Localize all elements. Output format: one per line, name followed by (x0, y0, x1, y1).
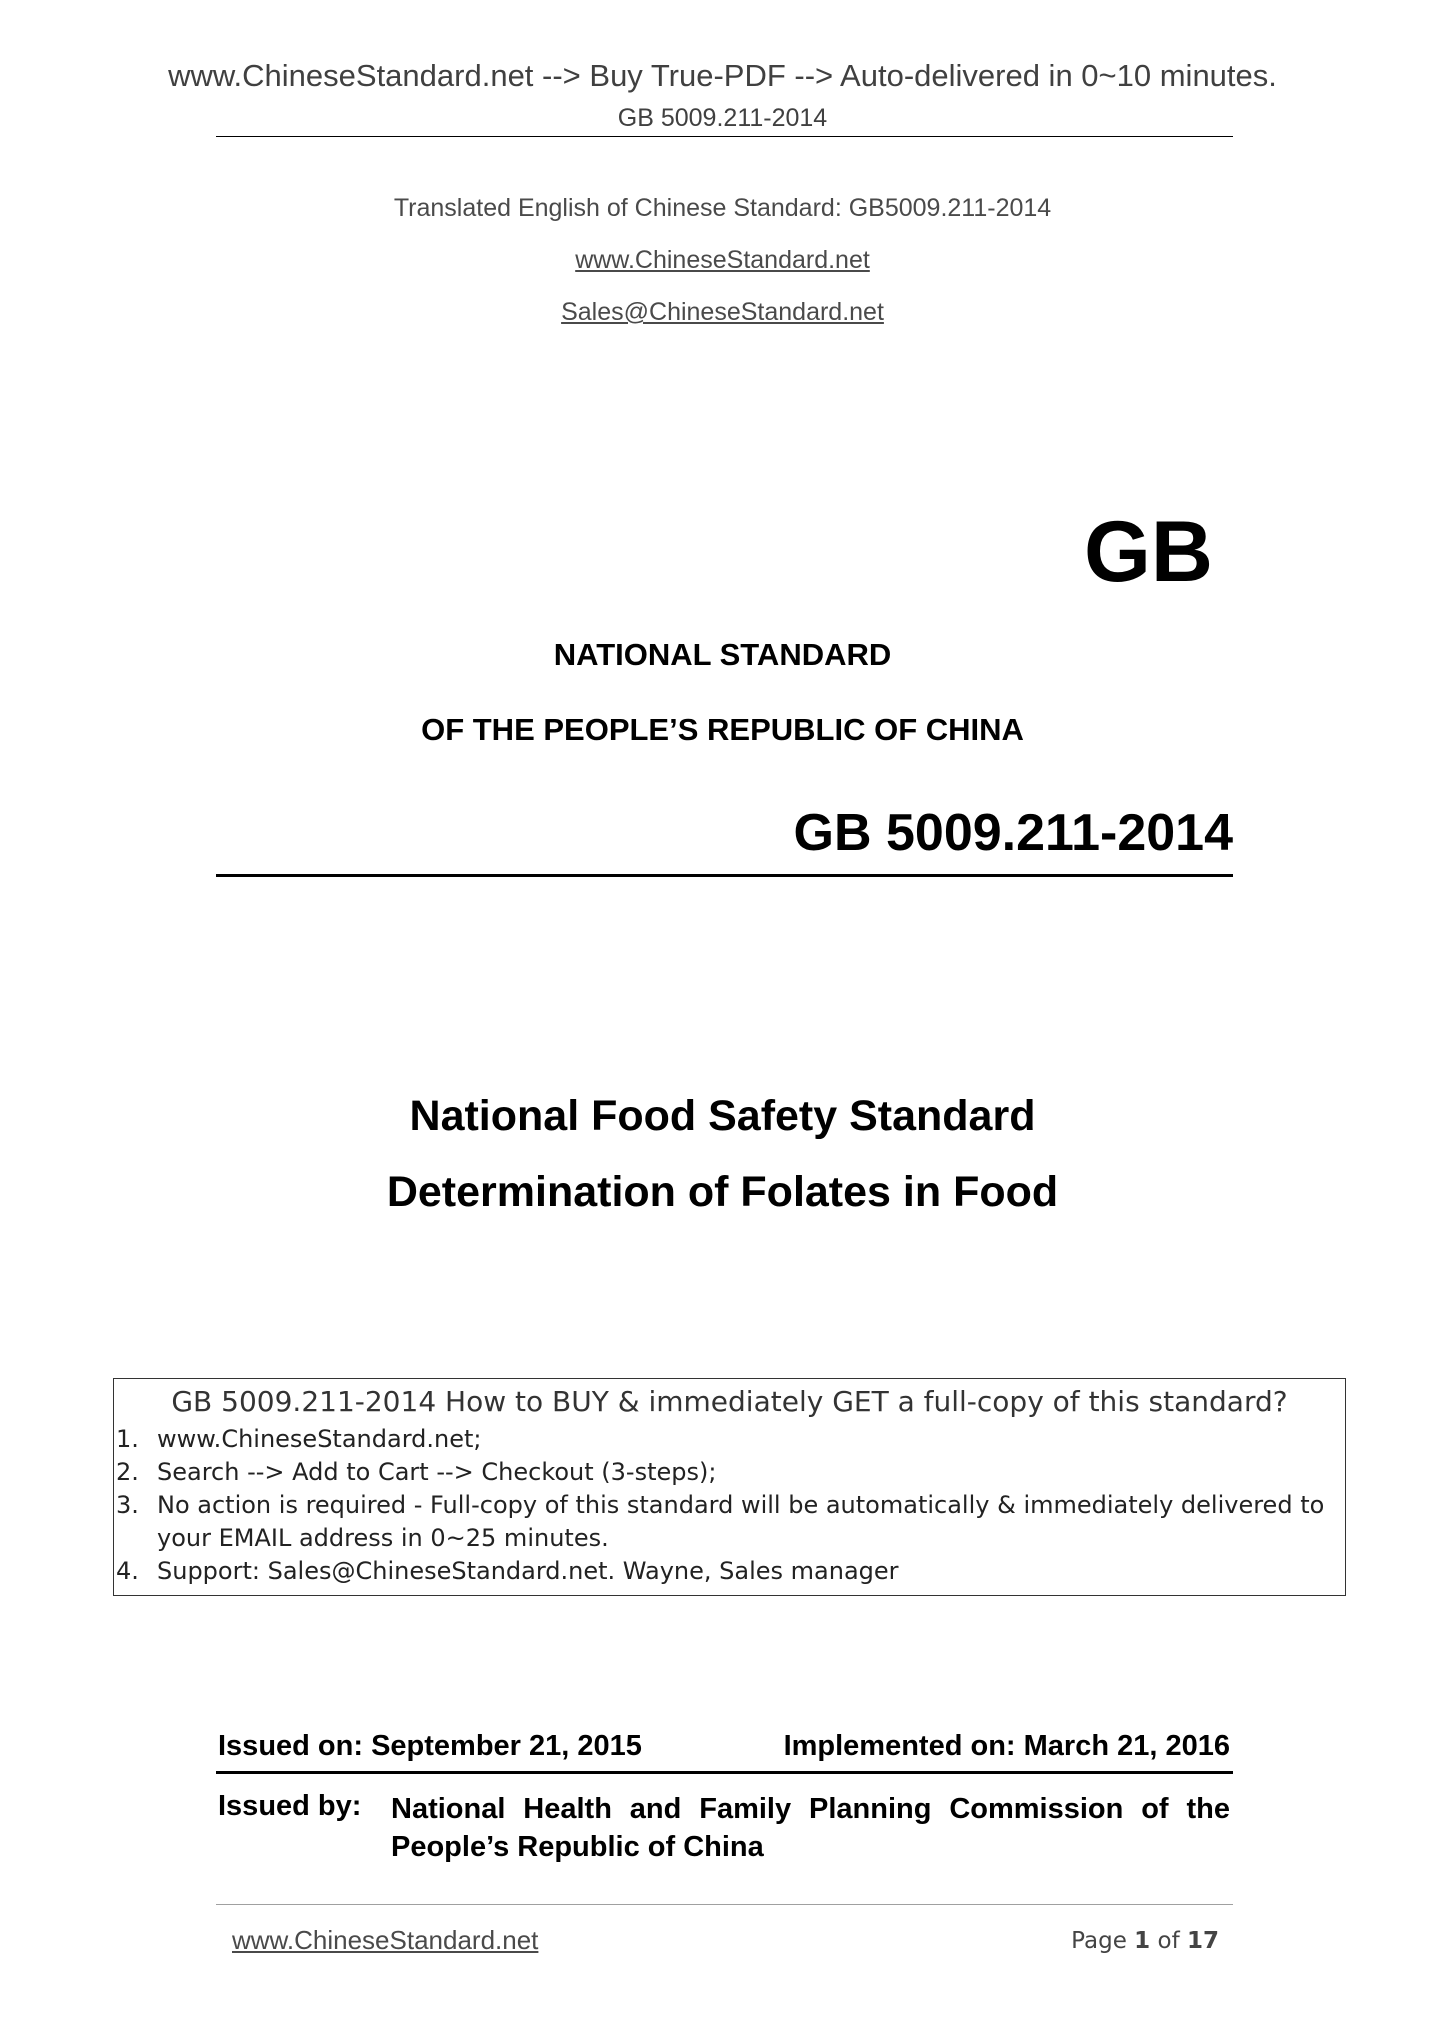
page-number (1071, 1928, 1219, 1954)
issued-on: Issued on: September 21, 2015 (218, 1730, 642, 1762)
standard-code-divider (216, 874, 1233, 877)
buy-step-number: 4. (116, 1557, 139, 1585)
issued-by-word: of (1141, 1793, 1169, 1825)
document-title-line2: Determination of Folates in Food (386, 1168, 1059, 1216)
email-link-row (0, 298, 1445, 327)
issue-dates-row (218, 1730, 1230, 1763)
buy-step-text: Support: Sales@ChineseStandard.net. Wayne, Sales manager (157, 1557, 899, 1585)
issued-by-word: and (629, 1793, 682, 1825)
footer-website-link[interactable]: www.ChineseStandard.net (232, 1925, 539, 1955)
issued-by-word: Commission (949, 1793, 1124, 1825)
buy-step (114, 1555, 1345, 1588)
issued-by-line1 (391, 1790, 1230, 1828)
standard-code: GB 5009.211-2014 (793, 804, 1233, 862)
buy-step (114, 1489, 1345, 1555)
implemented-on: Implemented on: March 21, 2016 (783, 1730, 1230, 1762)
buy-steps-list (114, 1423, 1345, 1588)
buy-step (114, 1423, 1345, 1456)
page-total: 17 (1186, 1928, 1219, 1954)
issued-by-word: the (1186, 1793, 1230, 1825)
issued-by-label: Issued by: (218, 1790, 362, 1822)
issue-dates-divider (216, 1771, 1233, 1774)
buy-instructions-heading: GB 5009.211-2014 How to BUY & immediately GET a full-copy of this standard? (171, 1385, 1288, 1418)
document-title-line1: National Food Safety Standard (409, 1092, 1036, 1140)
buy-step (114, 1456, 1345, 1489)
issued-by-word: Planning (808, 1793, 932, 1825)
issued-by-block (218, 1790, 1230, 1866)
buy-step-number: 2. (116, 1458, 139, 1486)
issued-by-word: Family (699, 1793, 792, 1825)
buy-step-text: No action is required - Full-copy of this standard will be automatically & immediately delivered to your EMAIL address in 0~25 minutes. (157, 1491, 1325, 1552)
page-label: Page (1071, 1928, 1127, 1954)
gb-mark: GB (1084, 504, 1213, 600)
website-link[interactable]: www.ChineseStandard.net (575, 246, 870, 274)
buy-step-number: 1. (116, 1425, 139, 1453)
prc-heading: OF THE PEOPLE’S REPUBLIC OF CHINA (421, 712, 1024, 747)
header-banner: www.ChineseStandard.net --> Buy True-PDF --> Auto-delivered in 0~10 minutes. (168, 58, 1277, 93)
header-divider (216, 136, 1233, 137)
translation-note: Translated English of Chinese Standard: GB5009.211-2014 (393, 194, 1052, 222)
website-link-row (0, 246, 1445, 275)
issued-by-line2: People’s Republic of China (391, 1831, 764, 1863)
page-current: 1 (1134, 1928, 1151, 1954)
buy-step-number: 3. (116, 1491, 139, 1519)
buy-step-text: www.ChineseStandard.net; (157, 1425, 482, 1453)
issued-by-word: Health (523, 1793, 612, 1825)
buy-step-text: Search --> Add to Cart --> Checkout (3-steps); (157, 1458, 717, 1486)
footer-divider (216, 1904, 1233, 1905)
header-standard-code: GB 5009.211-2014 (617, 104, 828, 132)
email-link[interactable]: Sales@ChineseStandard.net (561, 298, 884, 326)
issued-by-value (391, 1790, 1230, 1866)
page-of: of (1157, 1928, 1180, 1954)
issued-by-word: National (391, 1793, 506, 1825)
national-standard-heading: NATIONAL STANDARD (553, 637, 892, 672)
buy-instructions-box (113, 1378, 1346, 1596)
